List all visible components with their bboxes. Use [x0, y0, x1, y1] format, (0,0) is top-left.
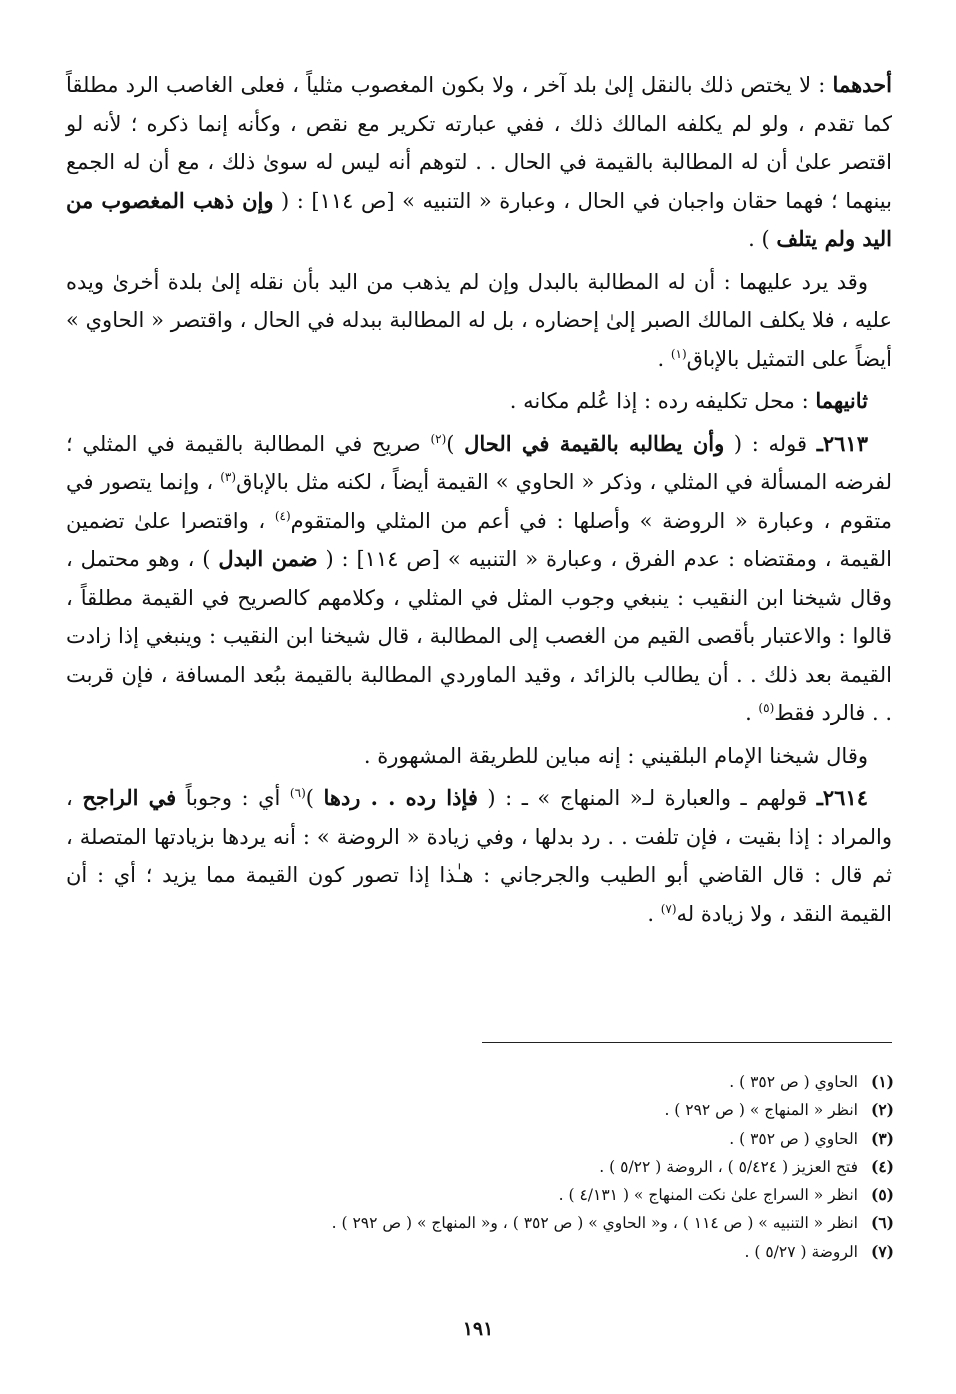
footnote-item [66, 1181, 894, 1209]
issue-number: ٢٦١٣ـ [816, 430, 868, 456]
footnote-item [66, 1238, 894, 1266]
footnote-number: (١) [870, 1072, 894, 1091]
footnote-number: (٤) [870, 1156, 894, 1176]
paragraph-3: ثانيهما : محل تكليفه رده : إذا عُلم مكانه . [509, 388, 868, 413]
quoted-text: وإن ذهب المغصوب من اليد ولم يتلف [66, 187, 892, 251]
footnote-ref: (١) [670, 346, 687, 361]
footnote-ref: (٧) [660, 901, 677, 916]
quoted-text: فإذا رده . . ردها [323, 785, 478, 810]
footnote-ref: (٣) [220, 470, 237, 484]
footnote-text: الحاوي ( ص ٣٥٢ ) . [729, 1073, 858, 1091]
quoted-text: وأن يطالبه بالقيمة في الحال [464, 430, 725, 456]
footnote-ref: (٤) [274, 508, 291, 523]
footnotes [66, 1068, 894, 1266]
main-text [66, 66, 892, 937]
paragraph-lead: ثانيهما [815, 388, 868, 413]
footnote-number: (٣) [870, 1128, 894, 1148]
footnote-text: انظر « التنبيه » ( ص ١١٤ ) ، و« الحاوي » ( ص ٣٥٢ ) ، و« المنهاج » ( ص ٢٩٢ ) . [331, 1214, 858, 1233]
paragraph-2614: ٢٦١٤ـ قولهم ـ والعبارة لـ« المنهاج » ـ : ( فإذا رده . . ردها )$^{(٦)}$ أي : وجوباً في الراجح ، والمراد : إذا بقيت ، فإن تلفت . . رد بدلها ، وفي زيادة « الروضة » : أنه يردها بزيادتها المتصلة ، ثم قال : قال القاضي أبو الطيب والجرجاني : هـٰذا إذا تصور كون القيمة مما يزيد ؛ أي : أن القيمة النقد ، ولا زيادة له$^{(٧)}$ . [66, 785, 892, 926]
footnote-text: انظر « السراج علىٰ نكت المنهاج » ( ٤/١٣١ ) . [558, 1186, 858, 1205]
footnote-separator [482, 1042, 892, 1043]
paragraph-5: وقال شيخنا الإمام البلقيني : إنه مباين للطريقة المشهورة . [363, 743, 868, 768]
footnote-number: (٥) [870, 1185, 894, 1205]
quoted-text: ضمن البدل [218, 546, 318, 571]
footnote-text: الروضة ( ٥/٢٧ ) . [744, 1242, 858, 1261]
footnote-number: (٦) [870, 1213, 894, 1233]
paragraph-2: وقد يرد عليهما : أن له المطالبة بالبدل وإن لم يذهب من اليد بأن نقله إلىٰ بلدة أخرىٰ ويده عليه ، فلا يكلف المالك الصبر إلىٰ إحضاره ، بل له المطالبة ببدله في الحال ، واقتصر « الحاوي » أيضاً على التمثيل بالإباق$^{(١)}$ . [66, 269, 892, 371]
bold-phrase: في الراجح [82, 785, 177, 810]
footnote-ref: (٢) [430, 431, 447, 446]
footnote-item [66, 1153, 894, 1181]
footnote-number: (٧) [870, 1241, 894, 1261]
footnote-item [66, 1209, 894, 1237]
footnote-text: الحاوي ( ص ٣٥٢ ) . [729, 1129, 858, 1148]
page-number: ١٩١ [462, 1318, 494, 1340]
paragraph-1: أحدهما : لا يختص ذلك بالنقل إلىٰ بلد آخر ، ولا بكون المغصوب مثلياً ، فعلى الغاصب الرد مطلقاً كما تقدم ، ولو لم يكلفه المالك ذلك ، ففي عبارته تكرير مع نقص ، وكأنه إنما ذكره ؛ لأنه لو اقتصر علىٰ أن له المطالبة بالقيمة في الحال . . لتوهم أنه ليس له سوىٰ ذلك ، مع أن له الجمع بينهما ؛ فهما حقان واجبان في الحال ، وعبارة « التنبيه » [ص ١١٤] : ( وإن ذهب المغصوب من اليد ولم يتلف ) . [66, 72, 892, 251]
footnote-item [66, 1125, 894, 1153]
paragraph-lead: أحدهما [832, 72, 892, 97]
paragraph-2613: ٢٦١٣ـ قوله : ( وأن يطالبه بالقيمة في الحال )$^{(٢)}$ صريح في المطالبة بالقيمة في المثلي ؛ لفرضه المسألة في المثلي ، وذكر « الحاوي » القيمة أيضاً ، لكنه مثل بالإباق$^{(٣)}$ ، وإنما يتصور في متقوم ، وعبارة « الروضة » وأصلها : في أعم من المثلي والمتقوم$^{(٤)}$ ، واقتصرا علىٰ تضمين القيمة ، ومقتضاه : عدم الفرق ، وعبارة « التنبيه » [ص ١١٤] : ( ضمن البدل ) ، وهو محتمل ، وقال شيخنا ابن النقيب : ينبغي وجوب المثل في المثلي ، وكلامهم كالصريح في القيمة مطلقاً ، قالوا : والاعتبار بأقصى القيم من الغصب إلى المطالبة ، قال شيخنا ابن النقيب : وينبغي إذا زادت القيمة بعد ذلك . . أن يطالب بالزائد ، وقيد الماوردي المطالبة بالقيمة ببُعد المسافة ، فإن قربت . . فالرد فقط$^{(٥)}$ . [66, 430, 893, 725]
issue-number: ٢٦١٤ـ [816, 785, 868, 810]
footnote-ref: (٥) [758, 701, 775, 715]
footnote-ref: (٦) [289, 786, 306, 800]
footnote-text: فتح العزيز ( ٥/٤٢٤ ) ، الروضة ( ٥/٢٢ ) . [599, 1157, 858, 1176]
footnote-item [66, 1068, 894, 1096]
footnote-text: انظر « المنهاج » ( ص ٢٩٢ ) . [664, 1101, 858, 1120]
footnote-number: (٢) [870, 1100, 894, 1120]
footnote-item [66, 1096, 894, 1124]
